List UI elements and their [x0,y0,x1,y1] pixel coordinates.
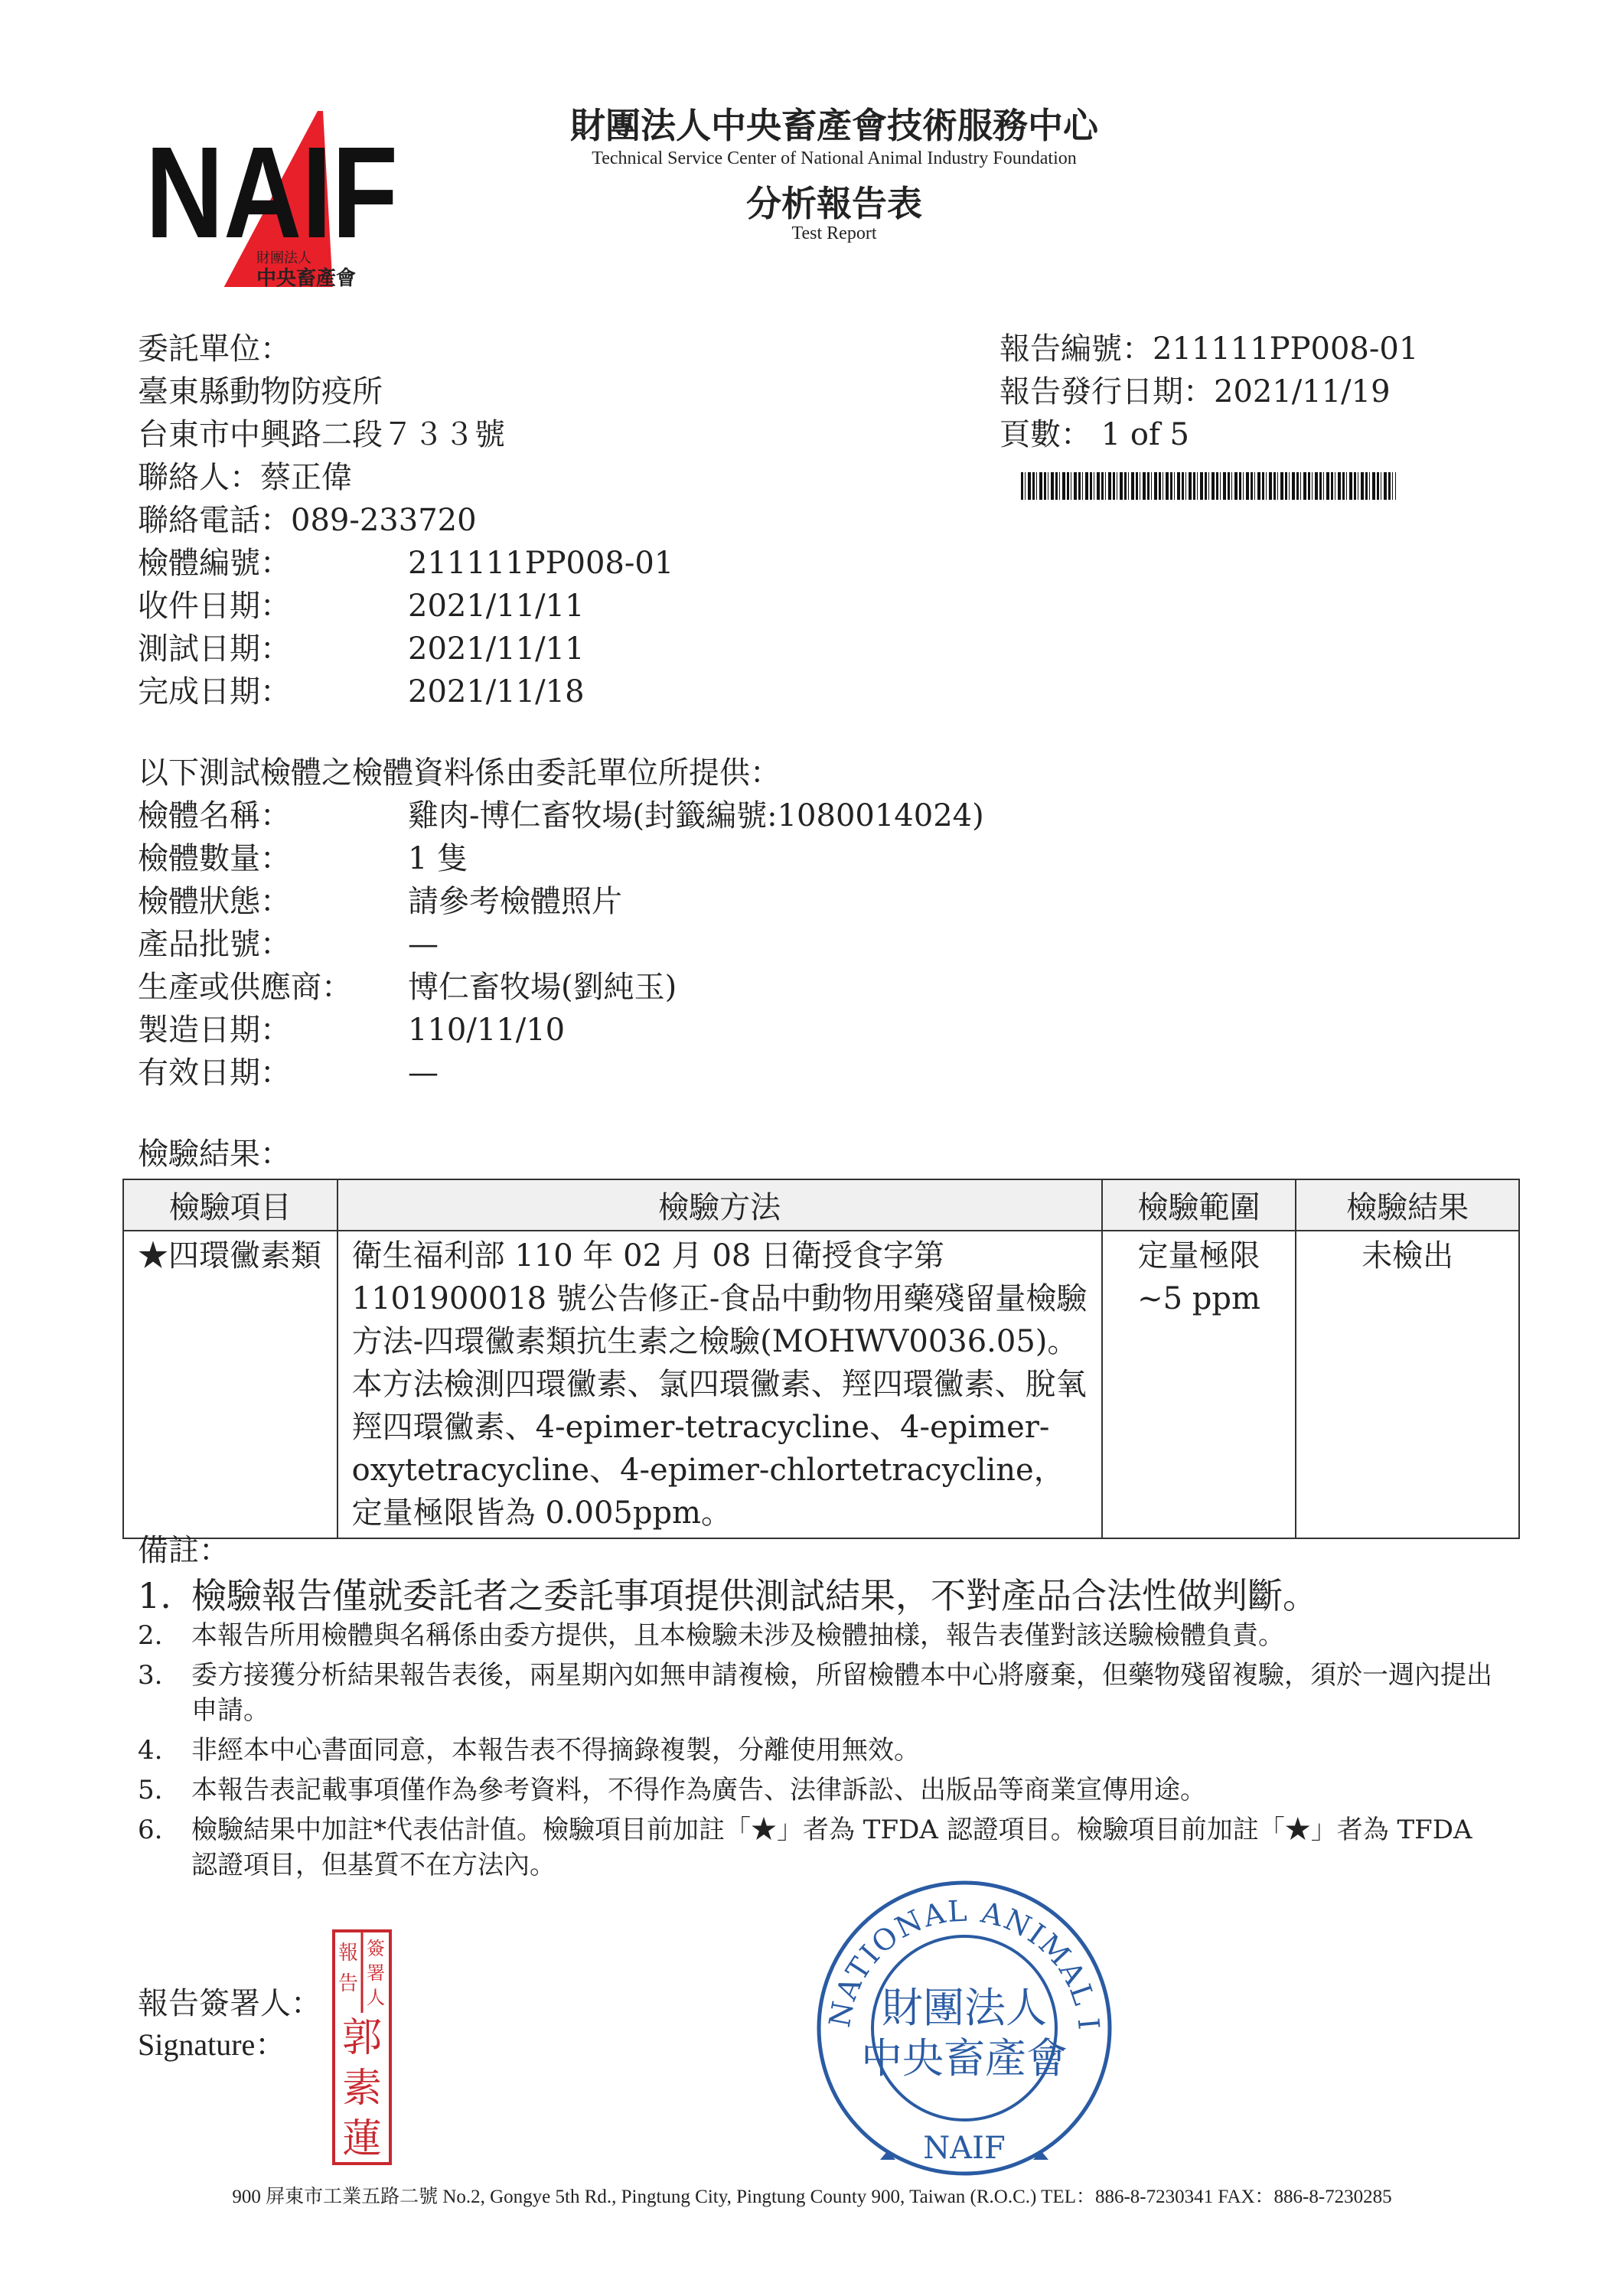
provided-value: — [408,1055,439,1091]
results-range: 定量極限 ~5 ppm [1102,1231,1296,1538]
note-number: 5. [138,1775,163,1805]
seal-center-line2: 中央畜產會 [861,2034,1068,2082]
sample-info-label: 完成日期： [138,674,291,709]
provided-label: 檢體數量： [138,841,291,876]
report-issue-date-row [0,370,1624,413]
seal-ring-text: NATIONAL ANIMAL I [822,1893,1107,2033]
results-result: 未檢出 [1296,1231,1519,1538]
provided-row [0,1052,1378,1094]
provided-label: 製造日期： [138,1013,291,1048]
complete-date-row [0,670,918,713]
provided-value: 110/11/10 [408,1013,566,1048]
results-header-row [123,1179,1519,1231]
note-text: 委方接獲分析結果報告表後，兩星期內如無申請複檢，所留檢體本中心將廢棄，但藥物殘留複驗，須於一週內提出申請。 [191,1660,1492,1726]
results-header-cell: 檢驗項目 [123,1179,338,1231]
test-date-row [0,628,918,670]
signature-label-cn: 報告簽署人： [138,1986,321,2021]
note-item [138,1773,1500,1808]
svg-text:NAIF: NAIF [145,120,398,266]
svg-text:素: 素 [341,2066,383,2112]
signature-label-cn-row [0,1982,383,2025]
foundation-seal [804,1860,1125,2181]
notes-label-row [0,1529,612,1572]
note-item [138,1733,1500,1768]
svg-text:人: 人 [367,1987,385,2008]
seal-bottom-text: NAIF [923,2131,1006,2166]
sample-info-value: 2021/11/18 [408,674,585,709]
provided-value: 雞肉-博仁畜牧場(封籤編號:1080014024) [408,798,984,833]
sample-info-label: 測試日期： [138,631,291,667]
provided-note: 以下測試檢體之檢體資料係由委託單位所提供： [138,755,781,791]
provided-row [0,880,1378,923]
sample-info-label: 檢體編號： [138,546,291,581]
sample-info-value: 2021/11/11 [408,631,585,667]
provided-note-row [0,752,1378,794]
doc-title-en: Test Report [791,223,877,243]
sample-info-value: 2021/11/11 [408,589,585,624]
results-table [122,1179,1520,1539]
org-name-en: Technical Service Center of National Animal Industry Foundation [592,148,1077,168]
note-text: 檢驗報告僅就委託者之委託事項提供測試結果，不對產品合法性做判斷。 [191,1575,1318,1616]
results-method: 衛生福利部 110 年 02 月 08 日衛授食字第 1101900018 號公告修正-食品中動物用藥殘留量檢驗方法-四環黴素類抗生素之檢驗(MOHWV0036.05)。本方法檢測四環黴素、氯四環黴素、羥四環黴素、脫氧羥四環黴素、4-epimer-tetracycline、4-epimer-oxytetracycline、4-epimer-chlortetracycline，定量極限皆為 0.005ppm。 [338,1231,1102,1538]
seal-center-line1: 財團法人 [882,1984,1047,2032]
report-pages: 頁數： 1 of 5 [1000,417,1189,452]
doc-title-cn: 分析報告表 [746,183,922,224]
provided-row [0,794,1378,837]
naif-logo [145,103,398,290]
signature-label-en-row [0,2024,383,2066]
results-label: 檢驗結果： [138,1137,291,1172]
barcode [1021,472,1396,500]
results-header-cell: 檢驗範圍 [1102,1179,1296,1231]
note-number: 4. [138,1735,163,1766]
client-contact-row [0,456,918,499]
sample-info-label: 收件日期： [138,589,291,624]
provided-value: — [408,927,439,962]
client-address: 台東市中興路二段７３３號 [138,417,505,452]
svg-text:報: 報 [338,1942,359,1965]
provided-row [0,966,1378,1009]
note-number: 2. [138,1620,163,1651]
footer-address: 900 屏東市工業五路二號 No.2, Gongye 5th Rd., Pingtung City, Pingtung County 900, Taiwan (R.O.C.) TEL：886-8-7230341 FAX：886-8-7230285 [232,2187,1392,2207]
provided-label: 檢體狀態： [138,884,291,919]
client-contact: 聯絡人：蔡正偉 [138,460,352,495]
signature-label-en: Signature： [138,2027,286,2062]
report-number: 報告編號：211111PP008-01 [1000,331,1419,367]
results-header-cell: 檢驗方法 [338,1179,1102,1231]
svg-text:告: 告 [338,1972,359,1995]
svg-text:署: 署 [367,1962,385,1984]
report-number-row [0,328,1624,370]
foundation-seal-graphic [804,1860,1125,2181]
provided-label: 有效日期： [138,1055,291,1091]
signatory-stamp-graphic [331,1929,393,2166]
svg-text:簽: 簽 [367,1938,385,1959]
note-text: 檢驗結果中加註*代表估計值。檢驗項目前加註「★」者為 TFDA 認證項目。檢驗項目前加註「★」者為 TFDA 認證項目，但基質不在方法內。 [191,1815,1472,1880]
provided-label: 檢體名稱： [138,798,291,833]
results-header-cell: 檢驗結果 [1296,1179,1519,1231]
provided-row [0,1009,1378,1052]
note-item [138,1618,1500,1653]
svg-text:蓮: 蓮 [341,2116,383,2162]
results-label-row [0,1133,612,1176]
report-issue-date: 報告發行日期：2021/11/19 [1000,374,1391,409]
client-phone: 聯絡電話：089-233720 [138,503,477,538]
provided-value: 1 隻 [408,841,468,876]
note-number: 3. [138,1660,163,1691]
svg-text:郭: 郭 [341,2015,383,2061]
receive-date-row [0,585,918,628]
logo-sub-small: 財團法人 [256,250,311,266]
report-pages-row [0,413,1624,456]
signatory-stamp [331,1929,393,2166]
note-item [138,1658,1500,1728]
provided-value: 請參考檢體照片 [408,884,622,919]
note-text: 本報告表記載事項僅作為參考資料，不得作為廣告、法律訴訟、出版品等商業宣傳用途。 [191,1775,1206,1805]
note-text: 本報告所用檢體與名稱係由委方提供，且本檢驗未涉及檢體抽樣，報告表僅對該送驗檢體負責。 [191,1620,1284,1651]
provided-label: 生產或供應商： [138,970,352,1005]
results-row [123,1231,1519,1538]
org-name-cn: 財團法人中央畜產會技術服務中心 [570,105,1098,146]
results-item: ★四環黴素類 [123,1231,338,1538]
provided-row [0,923,1378,966]
logo-sub-big: 中央畜產會 [256,267,357,290]
client-phone-row [0,499,918,542]
note-text: 非經本中心書面同意，本報告表不得摘錄複製，分離使用無效。 [191,1735,920,1766]
note-number: 6. [138,1815,163,1845]
sample-info-value: 211111PP008-01 [408,546,674,581]
notes-label: 備註： [138,1533,230,1568]
client-name: 臺東縣動物防疫所 [138,374,383,409]
notes-list [138,1575,1500,1883]
note-number: 1. [138,1575,171,1616]
client-label: 委託單位： [138,331,291,367]
provided-row [0,837,1378,880]
provided-value: 博仁畜牧場(劉純玉) [408,970,677,1005]
note-item [138,1575,1500,1616]
sample-id-row [0,542,918,585]
provided-label: 產品批號： [138,927,291,962]
